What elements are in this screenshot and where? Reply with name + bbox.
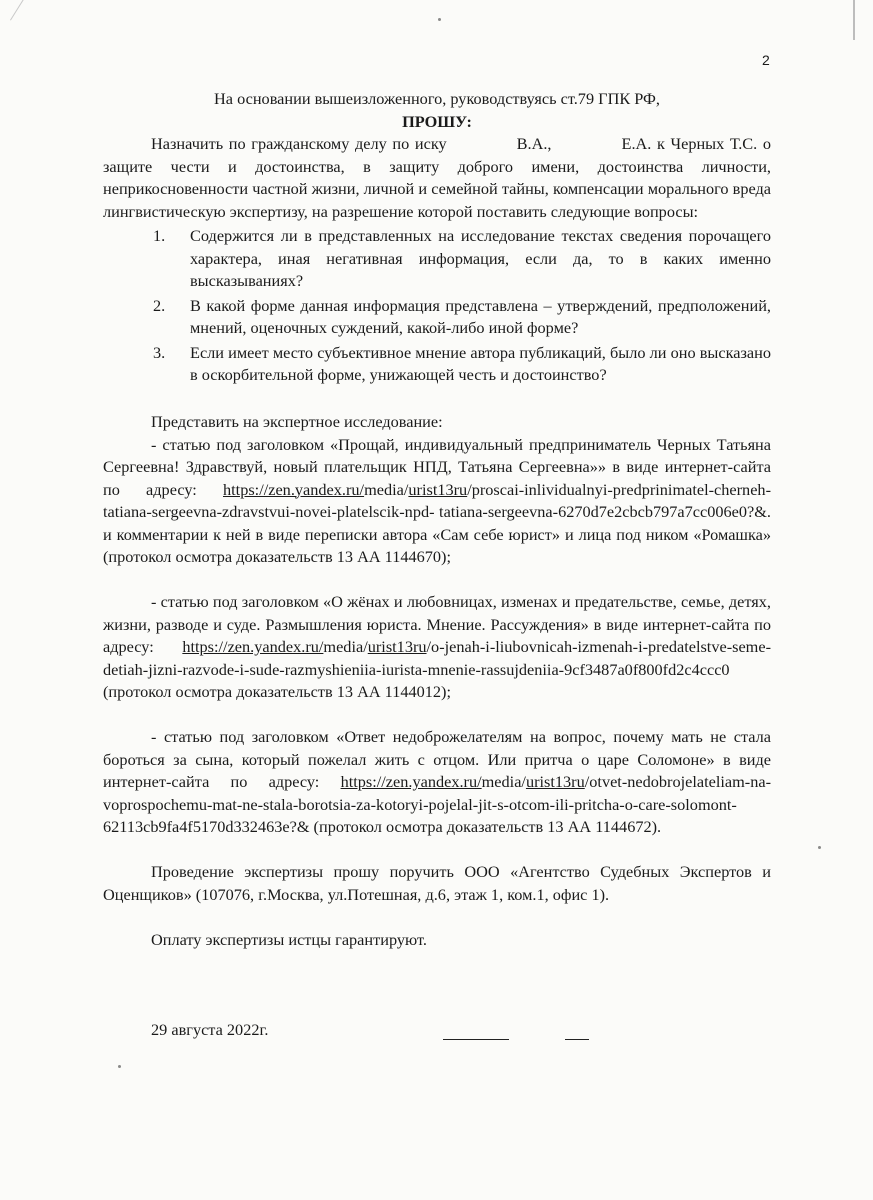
present-heading: Представить на экспертное исследование: (151, 412, 443, 431)
intro-line: На основании вышеизложенного, руководствуясь ст.79 ГПК РФ, (214, 89, 660, 108)
question-item (153, 342, 771, 387)
question-item (153, 295, 771, 340)
scan-artifact-dot (118, 1065, 121, 1068)
article-protocol: (протокол осмотра доказательств 13 АА 1144012); (103, 682, 452, 701)
spacer (103, 974, 771, 997)
article-link-part: /proscai-inlividualnyi-predprinimatel-cherneh-tatiana-sergeevna-zdravstvui-novei-platelscik-npd- tatiana-sergeevna-6270d7e2cbcb797a7cc006e0?&. (103, 479, 771, 521)
payment-guarantee: Оплату экспертизы истцы гарантируют. (151, 929, 427, 949)
article-title: - статью под заголовком «О жёнах и любовницах, изменах и предательстве, семье, детях, жизни, разводе и суде. Размышления юриста. Мнение. Рассуждения» в виде интернет-сайта по адресу: (103, 592, 771, 656)
spacer (103, 704, 771, 727)
request-name1: В.А., (516, 134, 552, 153)
article-link[interactable]: https://zen.yandex.ru/ (340, 772, 482, 791)
request-heading: ПРОШУ: (402, 111, 472, 131)
article-paragraph (103, 434, 771, 569)
article-link-part: media/ (481, 772, 526, 791)
signature-line (565, 1039, 589, 1040)
question-text: В какой форме данная информация представлена – утверждений, предположений, мнений, оценочных суждений, какой-либо иной форме? (190, 295, 771, 337)
document-date: 29 августа 2022г. (151, 1019, 269, 1039)
request-paragraph (103, 133, 771, 223)
spacer (103, 839, 771, 862)
spacer (103, 906, 771, 929)
article-link[interactable]: urist13ru (367, 637, 427, 656)
request-name2: Е.А. к Черных (621, 134, 725, 153)
question-text: Если имеет место субъективное мнение автора публикаций, было ли оно высказано в оскорбительной форме, унижающей честь и достоинство? (190, 342, 771, 384)
article-link[interactable]: https://zen.yandex.ru/ (182, 637, 324, 656)
article-paragraph (103, 591, 771, 704)
scan-artifact-dot (438, 18, 441, 21)
scan-artifact-edge (853, 0, 855, 40)
article-link[interactable]: https://zen.yandex.ru/ (223, 479, 365, 499)
article-protocol: (протокол осмотра доказательств 13 АА 1144672). (309, 817, 662, 836)
request-part2: Т.С. о защите чести и достоинства, в защиту доброго имени, достоинства личности, неприкосновенности частной жизни, личной и семейной тайны, компенсации морального вреда лингвистическую экспертизу, на разрешение которой поставить следующие вопросы: (103, 134, 771, 221)
article-paragraph (103, 726, 771, 839)
article-link-part: /otvet-nedobrojelateliam-na-voprospochemu-mat-ne-stala-borotsia-za-kotoryi-pojelal-jit-s-otcom-ili-pritcha-o-care-solomont-62113cb9fa4f5170d332463e?& (103, 772, 771, 836)
article-title: - статью под заголовком «Ответ недоброжелателям на вопрос, почему мать не стала бороться за сына, который пожелал жить с отцом. Или притча о царе Соломоне» в виде интернет-сайта по адресу: (103, 727, 771, 791)
signature-row (103, 1019, 771, 1043)
article-link-part: media/ (364, 479, 409, 499)
article-title: - статью под заголовком «Прощай, индивидуальный предприниматель Черных Татьяна Сергеевна! Здравствуй, новый плательщик НПД, Татьяна Сергеевна»» в виде интернет-сайта по адресу: (103, 434, 771, 499)
request-part1: Назначить по гражданскому делу по иску (151, 134, 447, 153)
question-number: 1. (153, 226, 166, 245)
scan-artifact-dot (818, 846, 821, 849)
article-link[interactable]: urist13ru (525, 772, 585, 791)
spacer (103, 389, 771, 412)
spacer (103, 951, 771, 974)
article-link-part: /o-jenah-i-liubovnicah-izmenah-i-predatelstve-seme-detiah-jizni-razvode-i-sude-razmyshieniia-iurista-mnenie-rassujdeniia-9cf3487a0f800fd2c4ccc0 (103, 637, 771, 679)
expert-organization: Проведение экспертизы прошу поручить ООО «Агентство Судебных Экспертов и Оценщиков» (107076, г.Москва, ул.Потешная, д.6, этаж 1, ком.1, офис 1). (103, 862, 771, 904)
question-text: Содержится ли в представленных на исследование текстах сведения порочащего характера, иная негативная информация, если да, то в каких именно высказываниях? (190, 226, 771, 290)
question-item (153, 225, 771, 293)
spacer (103, 569, 771, 592)
document-body (103, 88, 771, 1043)
signature-line (443, 1039, 509, 1040)
article-protocol: и комментарии к ней в виде переписки автора «Сам себе юрист» и лица под ником «Ромашка» (протокол осмотра доказательств 13 АА 1144670); (103, 524, 771, 566)
article-link[interactable]: urist13ru (408, 479, 468, 499)
article-link-part: media/ (323, 637, 368, 656)
page-number: 2 (762, 52, 770, 68)
questions-list (103, 225, 771, 387)
question-number: 2. (153, 295, 166, 315)
spacer (103, 996, 771, 1019)
scan-artifact-line (10, 0, 69, 21)
question-number: 3. (153, 342, 166, 362)
